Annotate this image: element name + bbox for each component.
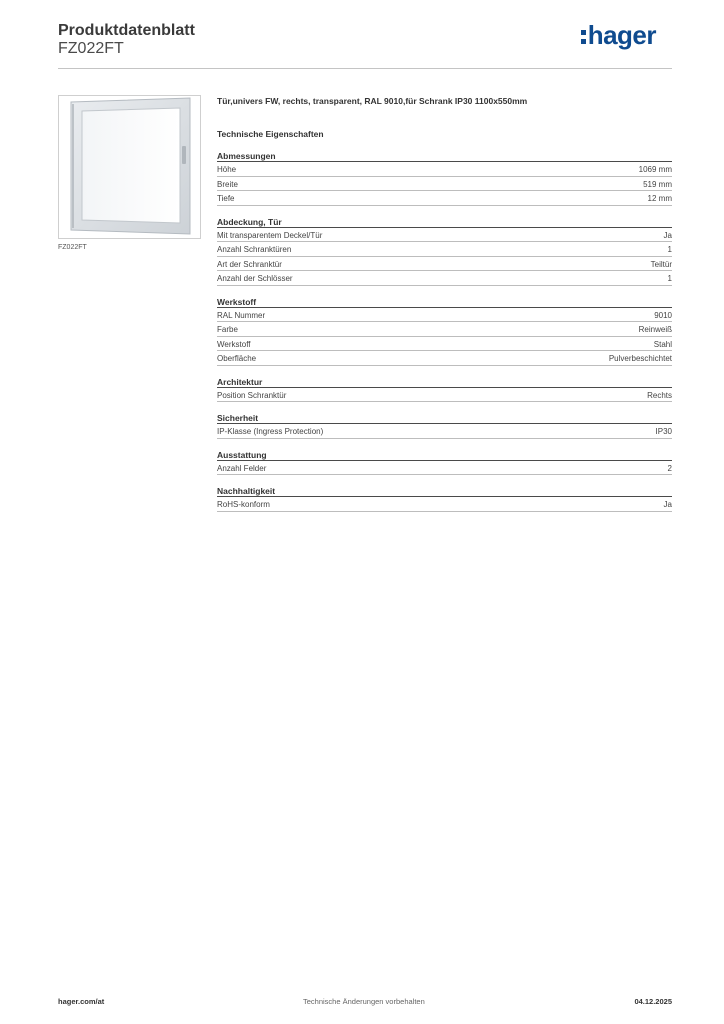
property-label: IP-Klasse (Ingress Protection) <box>217 427 324 437</box>
property-value: IP30 <box>655 427 672 437</box>
group-title: Werkstoff <box>217 296 672 308</box>
property-group <box>217 449 672 476</box>
property-row <box>217 242 672 257</box>
property-label: Oberfläche <box>217 354 257 364</box>
property-row <box>217 257 672 272</box>
property-label: Anzahl Schranktüren <box>217 245 292 255</box>
document-title: Produktdatenblatt <box>58 22 195 39</box>
property-row <box>217 461 672 476</box>
property-value: Pulverbeschichtet <box>608 354 672 364</box>
footer-note: Technische Änderungen vorbehalten <box>303 997 425 1006</box>
property-row <box>217 497 672 512</box>
hager-logo <box>581 20 656 50</box>
footer-url: hager.com/at <box>58 997 105 1006</box>
property-value: Ja <box>663 500 672 510</box>
group-title: Ausstattung <box>217 449 672 461</box>
property-row <box>217 351 672 366</box>
property-row <box>217 388 672 403</box>
product-code: FZ022FT <box>58 40 124 57</box>
page-header <box>58 20 674 70</box>
property-value: 519 mm <box>643 179 672 189</box>
property-group <box>217 376 672 403</box>
group-title: Nachhaltigkeit <box>217 485 672 497</box>
property-label: Tiefe <box>217 194 235 204</box>
property-value: 1 <box>667 245 672 255</box>
logo-wordmark: hager <box>587 20 656 50</box>
property-row <box>217 228 672 243</box>
property-value: 1069 mm <box>638 165 672 175</box>
header-divider <box>58 68 672 69</box>
page-footer <box>58 994 672 1008</box>
property-group <box>217 150 672 206</box>
transparent-door-image <box>59 96 200 238</box>
property-label: Farbe <box>217 325 238 335</box>
property-row <box>217 162 672 177</box>
property-value: Rechts <box>647 390 672 400</box>
property-group <box>217 216 672 286</box>
property-row <box>217 308 672 323</box>
logo-dots-icon <box>581 30 586 44</box>
group-title: Architektur <box>217 376 672 388</box>
property-label: Breite <box>217 179 238 189</box>
property-label: Art der Schranktür <box>217 259 282 269</box>
footer-date: 04.12.2025 <box>634 997 672 1006</box>
property-value: Teiltür <box>650 259 672 269</box>
product-details <box>217 96 672 512</box>
property-value: Reinweiß <box>638 325 672 335</box>
property-value: 1 <box>667 274 672 284</box>
property-value: 12 mm <box>647 194 672 204</box>
property-value: Stahl <box>653 339 672 349</box>
property-label: RoHS-konform <box>217 500 270 510</box>
product-image <box>58 95 201 239</box>
property-value: 9010 <box>654 310 672 320</box>
group-title: Abmessungen <box>217 150 672 162</box>
property-value: 2 <box>667 463 672 473</box>
property-group <box>217 485 672 512</box>
property-row <box>217 271 672 286</box>
group-title: Sicherheit <box>217 412 672 424</box>
property-label: Anzahl Felder <box>217 463 267 473</box>
property-group <box>217 412 672 439</box>
group-title: Abdeckung, Tür <box>217 216 672 228</box>
property-label: Position Schranktür <box>217 390 287 400</box>
property-label: Anzahl der Schlösser <box>217 274 293 284</box>
property-row <box>217 322 672 337</box>
image-caption: FZ022FT <box>58 244 87 251</box>
product-description: Tür,univers FW, rechts, transparent, RAL 9010,für Schrank IP30 1100x550mm <box>217 96 528 106</box>
property-value: Ja <box>663 230 672 240</box>
property-label: RAL Nummer <box>217 310 266 320</box>
section-title: Technische Eigenschaften <box>217 129 324 139</box>
property-group <box>217 296 672 366</box>
property-row <box>217 191 672 206</box>
property-row <box>217 177 672 192</box>
property-groups <box>217 150 672 512</box>
property-label: Werkstoff <box>217 339 251 349</box>
property-label: Höhe <box>217 165 237 175</box>
property-row <box>217 337 672 352</box>
property-row <box>217 424 672 439</box>
property-label: Mit transparentem Deckel/Tür <box>217 230 323 240</box>
